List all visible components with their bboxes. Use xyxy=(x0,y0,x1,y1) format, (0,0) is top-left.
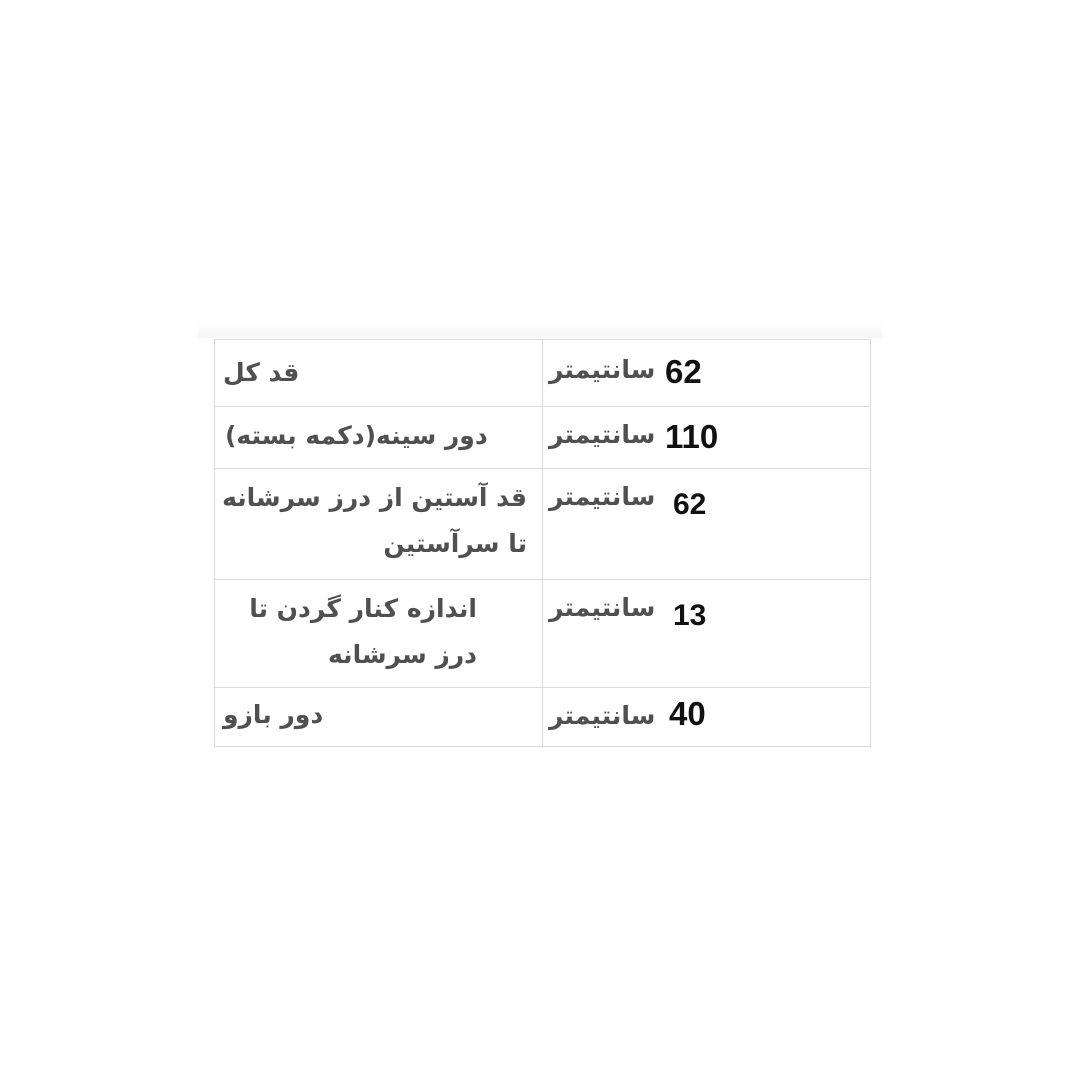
measurement-label: قد کل xyxy=(223,358,300,387)
measurement-label: اندازه کنار گردن تا درز سرشانه xyxy=(249,594,477,669)
table-row xyxy=(215,340,871,407)
value-cell xyxy=(543,688,871,747)
unit-label: سانتیمتر xyxy=(549,420,656,449)
label-cell xyxy=(215,688,543,747)
size-table xyxy=(214,339,871,747)
table-row xyxy=(215,688,871,747)
measurement-label: دور سینه(دکمه بسته) xyxy=(225,421,488,450)
measurement-label: دور بازو xyxy=(223,700,324,729)
value-cell xyxy=(543,469,871,580)
value-cell xyxy=(543,407,871,469)
value-cell xyxy=(543,580,871,688)
unit-label: سانتیمتر xyxy=(549,593,656,622)
label-cell xyxy=(215,469,543,580)
label-cell xyxy=(215,407,543,469)
measurement-label: قد آستین از درز سرشانه تا سرآستین xyxy=(222,483,527,558)
table-row xyxy=(215,469,871,580)
measurement-value: 110 xyxy=(665,418,719,455)
unit-label: سانتیمتر xyxy=(549,355,656,384)
label-cell xyxy=(215,580,543,688)
table-top-shadow xyxy=(198,322,882,338)
unit-label: سانتیمتر xyxy=(549,701,656,730)
measurement-value: 62 xyxy=(665,353,702,390)
unit-label: سانتیمتر xyxy=(549,482,656,511)
value-cell xyxy=(543,340,871,407)
measurement-value: 62 xyxy=(673,488,707,521)
table-row xyxy=(215,407,871,469)
label-cell xyxy=(215,340,543,407)
measurement-value: 40 xyxy=(669,695,706,732)
measurement-value: 13 xyxy=(673,599,707,632)
table-row xyxy=(215,580,871,688)
